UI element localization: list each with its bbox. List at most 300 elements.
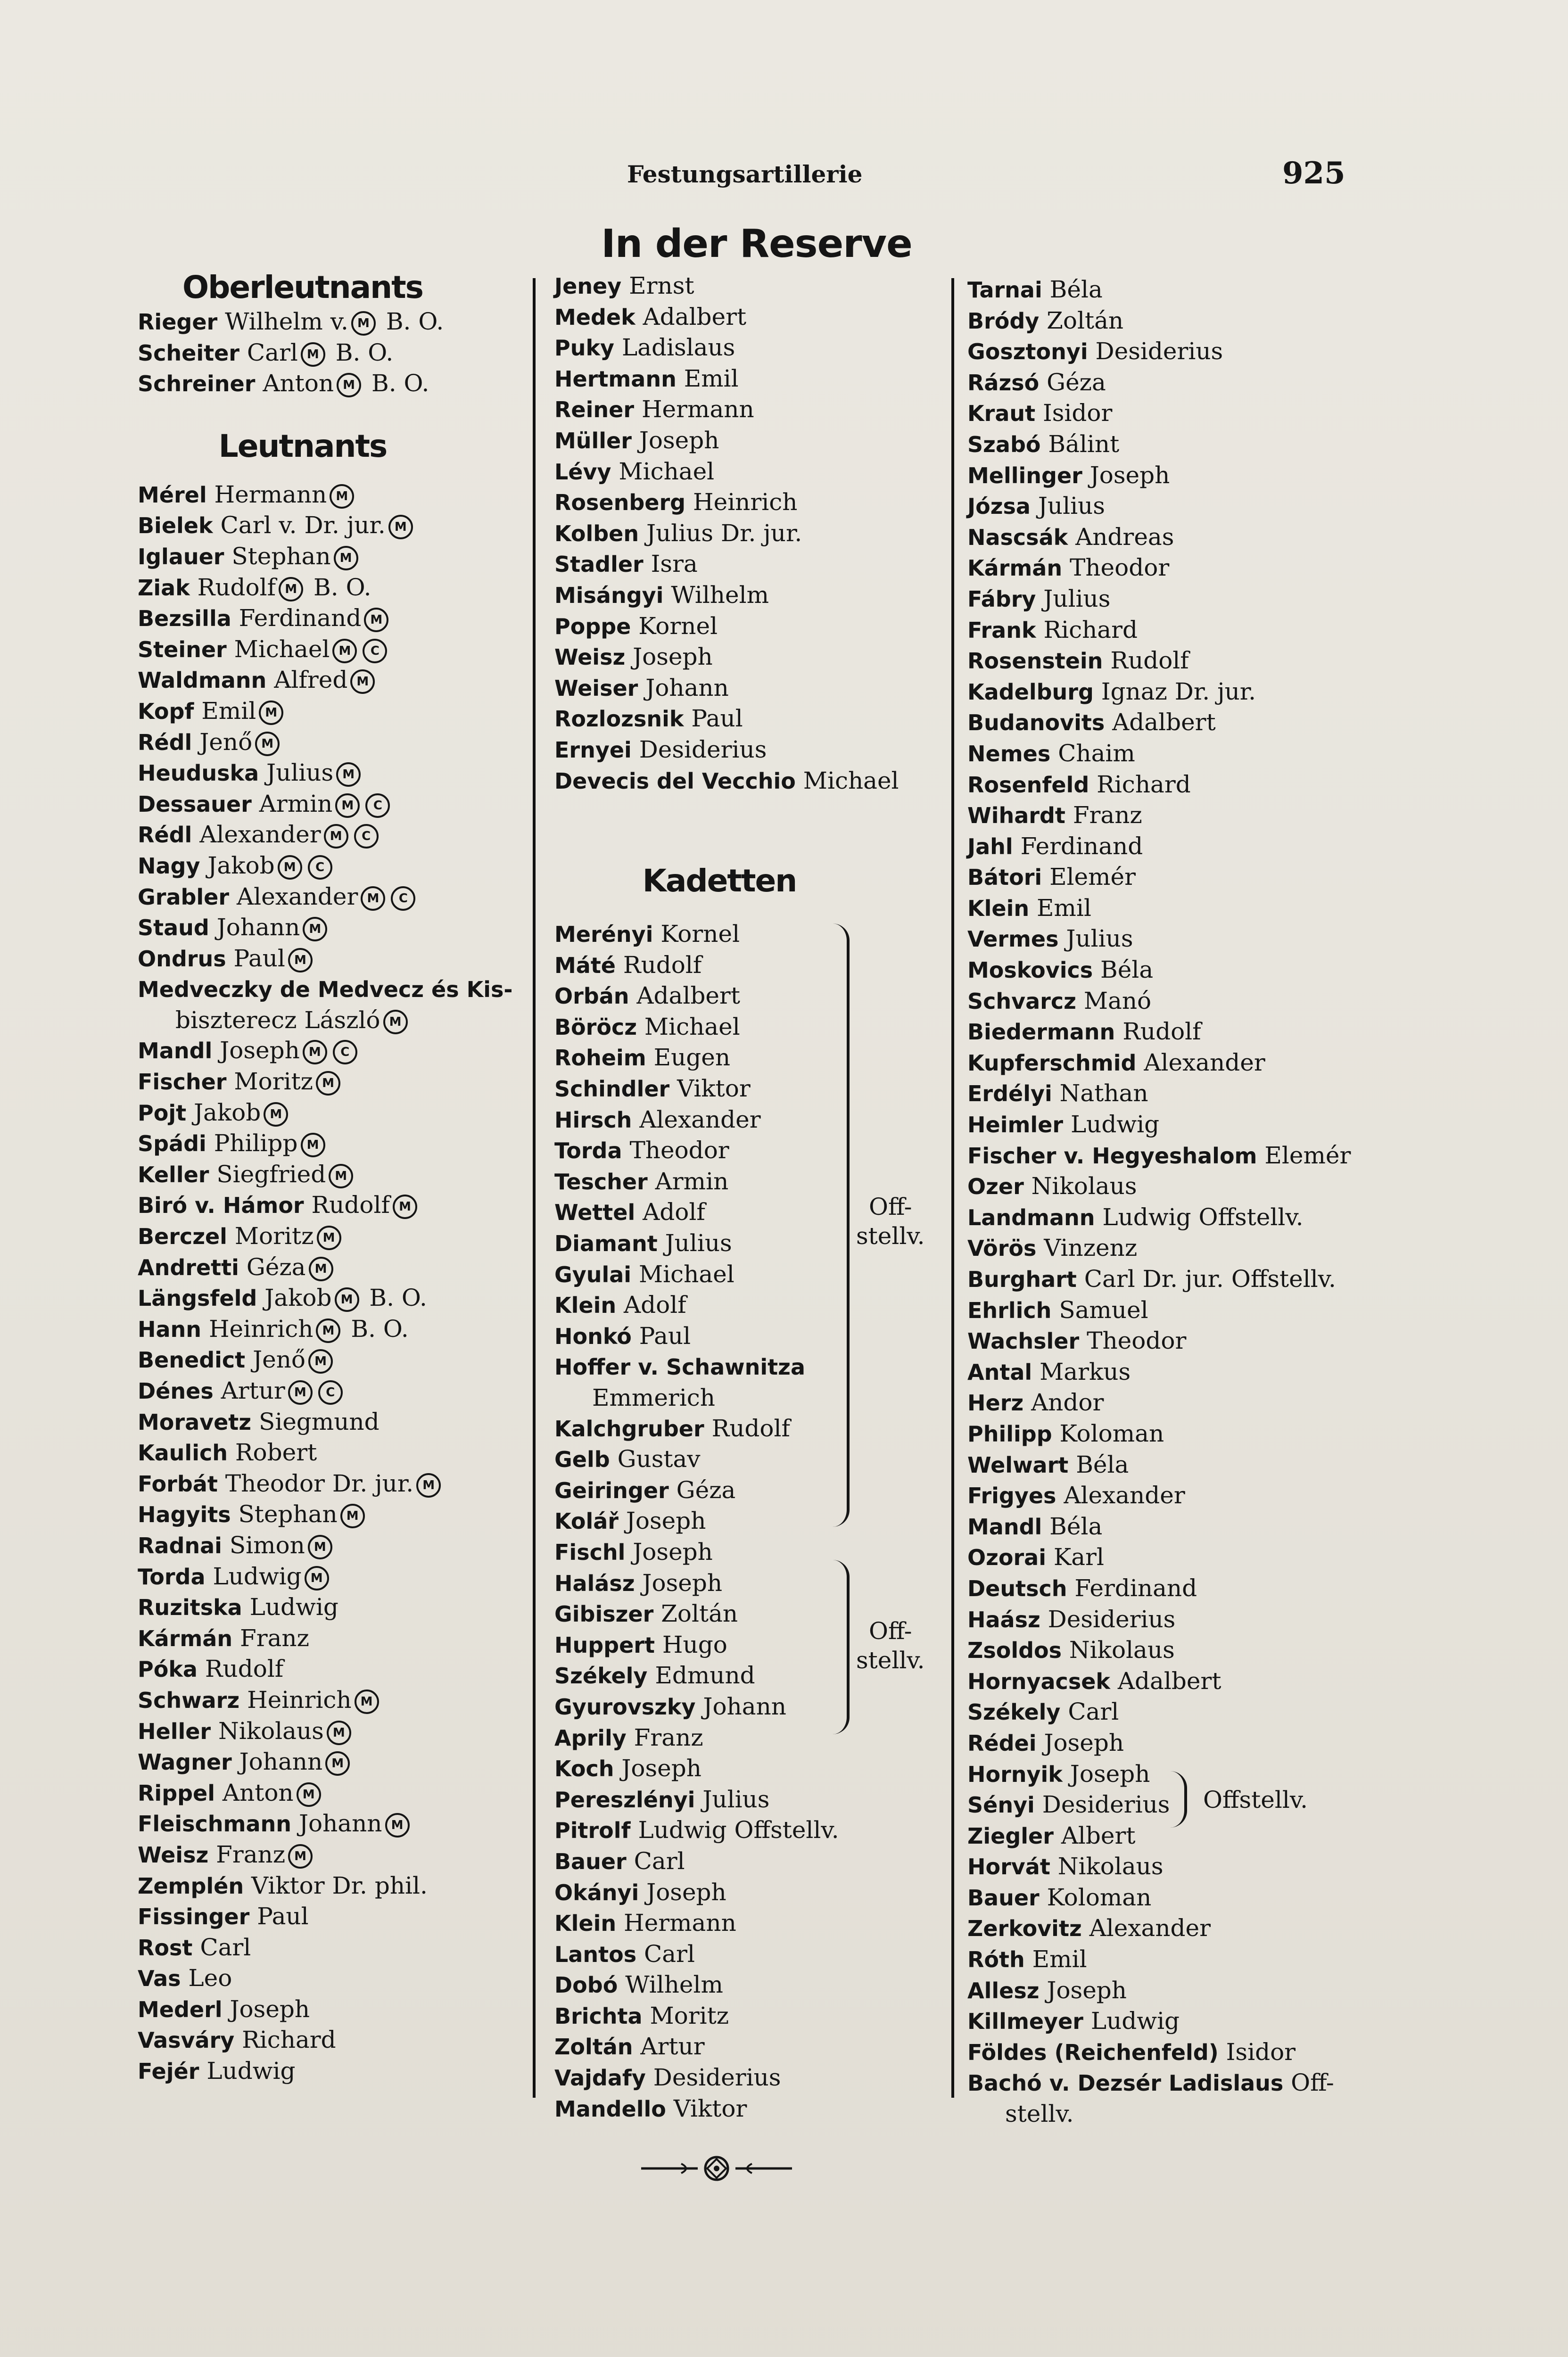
list-item	[554, 1815, 955, 1846]
surname: Grabler	[138, 884, 230, 910]
ornament-divider	[636, 2154, 797, 2183]
surname: Jeney	[554, 273, 622, 299]
list-item	[554, 1012, 955, 1043]
surname: Waldmann	[138, 668, 267, 693]
given-name: Ernst	[629, 272, 694, 299]
list-item	[967, 1264, 1373, 1295]
military-merit-medal-icon: M	[316, 1071, 340, 1096]
list-item	[138, 541, 538, 572]
list-item	[554, 363, 955, 395]
given-name: Ignaz Dr. jur.	[1101, 677, 1256, 705]
military-merit-medal-icon: M	[334, 546, 358, 570]
list-item	[967, 460, 1373, 491]
list-item	[138, 2056, 538, 2087]
given-name: Béla	[1100, 956, 1154, 984]
given-name: Joseph	[626, 1507, 706, 1535]
given-name: Béla	[1076, 1450, 1129, 1478]
given-name: Armin	[655, 1167, 729, 1195]
surname: Weisz	[138, 1842, 209, 1868]
military-merit-medal-icon: M	[301, 342, 325, 367]
given-name: Jenő	[199, 728, 253, 756]
surname: Rédl	[138, 822, 192, 848]
main-heading: In der Reserve	[601, 222, 912, 266]
list-item	[967, 1975, 1373, 2006]
brace-2-label: Off- stellv.	[856, 1617, 925, 1674]
surname: Moravetz	[138, 1409, 252, 1435]
military-merit-medal-icon: M	[361, 886, 385, 911]
list-item	[138, 1530, 538, 1561]
list-item	[138, 1221, 538, 1252]
given-name: Alexander	[1144, 1048, 1265, 1076]
given-name: Johann	[703, 1692, 786, 1720]
list-item	[138, 1685, 538, 1716]
list-item	[554, 611, 955, 642]
surname: Ondrus	[138, 946, 226, 972]
surname: Berczel	[138, 1224, 227, 1250]
surname: Dénes	[138, 1378, 214, 1404]
surname: Spádi	[138, 1131, 206, 1157]
surname: Puky	[554, 335, 615, 361]
list-item	[138, 974, 538, 1005]
list-item	[138, 1592, 538, 1623]
list-item	[967, 1913, 1373, 1944]
surname: Torda	[554, 1138, 622, 1164]
surname: Koch	[554, 1756, 614, 1782]
surname: Fissinger	[138, 1904, 250, 1930]
given-name: Emmerich	[592, 1384, 716, 1411]
list-item	[967, 893, 1373, 924]
list-item	[138, 1005, 538, 1036]
surname: Stadler	[554, 552, 644, 577]
given-name: Emil	[1037, 894, 1091, 922]
surname: Kármán	[138, 1625, 233, 1651]
list-item	[138, 850, 538, 882]
list-item	[138, 1344, 538, 1376]
given-name: Michael	[619, 457, 715, 485]
surname: Zerkovitz	[967, 1916, 1082, 1942]
surname: Gyulai	[554, 1261, 632, 1287]
list-item	[967, 305, 1373, 337]
given-name: Adolf	[624, 1291, 686, 1319]
rank-suffix: B. O.	[351, 1315, 409, 1343]
given-name: Joseph	[621, 1755, 701, 1782]
given-name: Joseph	[646, 1878, 726, 1906]
military-merit-medal-icon: M	[383, 1010, 408, 1034]
surname: Kalchgruber	[554, 1416, 704, 1442]
given-name: Rudolf	[1110, 647, 1189, 675]
surname: Welwart	[967, 1452, 1069, 1478]
list-item	[138, 1066, 538, 1097]
list-item	[554, 1383, 955, 1413]
list-item	[138, 479, 538, 511]
brace-2	[833, 1560, 850, 1734]
list-item	[967, 676, 1373, 708]
surname: Landmann	[967, 1204, 1095, 1230]
given-name: Alexander	[639, 1105, 761, 1133]
given-name: Rudolf	[197, 573, 276, 601]
surname: Antal	[967, 1359, 1032, 1385]
list-item	[138, 306, 538, 338]
surname: Zsoldos	[967, 1638, 1062, 1664]
rank-suffix: B. O.	[314, 573, 371, 601]
given-name: Michael	[644, 1013, 740, 1040]
section-title-kadetten: Kadetten	[642, 863, 797, 899]
surname: Pojt	[138, 1100, 187, 1126]
given-name: Isidor	[1043, 399, 1113, 427]
military-merit-medal-icon: M	[303, 1040, 327, 1064]
list-item	[967, 1882, 1373, 1913]
list-item	[138, 1314, 538, 1345]
surname: Wagner	[138, 1749, 232, 1775]
list-item	[967, 274, 1373, 305]
list-item	[967, 1728, 1373, 1759]
brace-1-label: Off- stellv.	[856, 1193, 925, 1250]
list-item	[967, 1480, 1373, 1511]
given-name: Viktor Dr. phil.	[251, 1871, 428, 1899]
surname: Merényi	[554, 922, 653, 948]
list-item	[138, 1252, 538, 1283]
military-merit-medal-icon: M	[259, 701, 283, 725]
military-merit-medal-icon: M	[393, 1195, 417, 1219]
surname: Gosztonyi	[967, 339, 1088, 365]
surname: Székely	[554, 1663, 648, 1689]
surname: Schindler	[554, 1076, 670, 1102]
column-1	[138, 269, 538, 2087]
given-name: stellv.	[1005, 2100, 1074, 2128]
list-item	[967, 1542, 1373, 1573]
surname: Längsfeld	[138, 1286, 257, 1311]
given-name: Artur	[640, 2033, 705, 2060]
given-name: Theodor	[1070, 554, 1170, 582]
list-item	[554, 734, 955, 766]
surname: Zoltán	[554, 2034, 633, 2060]
oberleutnants-list	[138, 306, 538, 399]
list-item	[138, 789, 538, 820]
list-item	[554, 1784, 955, 1815]
brace-3-label: Offstellv.	[1203, 1786, 1308, 1813]
list-item	[138, 1468, 538, 1500]
given-name: Armin	[259, 790, 333, 817]
given-name: Paul	[257, 1903, 309, 1930]
surname: Ziak	[138, 575, 190, 601]
list-item	[138, 882, 538, 913]
given-name: Edmund	[655, 1662, 755, 1689]
given-name: Alfred	[274, 666, 348, 694]
surname: Fejér	[138, 2059, 199, 2085]
surname: Burghart	[967, 1267, 1077, 1292]
military-merit-medal-icon: M	[288, 1844, 313, 1869]
list-item	[554, 1846, 955, 1877]
list-item	[554, 549, 955, 580]
given-name: Béla	[1049, 1512, 1103, 1540]
given-name: Julius	[702, 1785, 770, 1813]
list-item	[138, 368, 538, 399]
given-name: Carl	[200, 1933, 251, 1961]
military-merit-medal-icon: M	[308, 1535, 332, 1559]
surname: Radnai	[138, 1533, 222, 1558]
given-name: Samuel	[1059, 1296, 1148, 1324]
given-name: Gustav	[617, 1445, 701, 1473]
list-item	[967, 1573, 1373, 1604]
list-item	[138, 1747, 538, 1778]
given-name: Paul	[639, 1322, 691, 1350]
list-item	[138, 1778, 538, 1809]
surname: Ozer	[967, 1174, 1024, 1200]
page-number: 925	[1282, 156, 1345, 191]
list-item	[967, 367, 1373, 398]
given-name: Carl	[247, 338, 298, 366]
list-item	[138, 1871, 538, 1902]
surname: Huppert	[554, 1632, 655, 1658]
given-name: Moritz	[650, 2002, 729, 2029]
column-3-group	[967, 274, 1373, 2129]
surname: Székely	[967, 1699, 1061, 1725]
given-name: Franz	[634, 1723, 703, 1751]
list-item	[138, 2025, 538, 2056]
list-item	[138, 1437, 538, 1468]
surname: Klein	[554, 1911, 617, 1937]
surname: Geiringer	[554, 1477, 669, 1503]
given-name: Viktor	[673, 2094, 747, 2122]
surname: Torda	[138, 1564, 206, 1590]
given-name: Joseph	[230, 1995, 310, 2023]
given-name: Carl Dr. jur. Offstellv.	[1084, 1265, 1336, 1293]
surname: Bródy	[967, 308, 1040, 334]
military-merit-medal-icon: M	[278, 855, 302, 880]
surname: Nagy	[138, 853, 200, 879]
given-name: Ludwig	[1070, 1111, 1160, 1138]
given-name: Joseph	[639, 426, 719, 454]
given-name: Kornel	[660, 920, 740, 948]
surname: Fischer v. Hegyeshalom	[967, 1143, 1257, 1169]
surname: Rédl	[138, 729, 192, 755]
surname: Roheim	[554, 1045, 646, 1071]
surname: Weiser	[554, 675, 638, 701]
list-item	[967, 1635, 1373, 1666]
list-item	[138, 1994, 538, 2025]
given-name: Michael	[803, 766, 899, 794]
given-name: Joseph	[1070, 1760, 1150, 1788]
surname: Hornyik	[967, 1761, 1063, 1787]
list-item	[554, 950, 955, 981]
surname: Gelb	[554, 1447, 610, 1473]
list-item	[554, 766, 955, 797]
given-name: Ferdinand	[1074, 1574, 1197, 1602]
list-item	[554, 332, 955, 363]
list-item	[138, 665, 538, 696]
given-name: Bálint	[1048, 430, 1120, 458]
list-item	[138, 943, 538, 974]
surname: Ehrlich	[967, 1297, 1052, 1323]
list-item	[138, 603, 538, 634]
list-item	[138, 1128, 538, 1159]
list-item	[967, 1047, 1373, 1079]
list-item	[138, 338, 538, 369]
rank-suffix: B. O.	[335, 338, 394, 366]
given-name: Adalbert	[1117, 1667, 1221, 1695]
given-name: Richard	[1097, 770, 1191, 798]
given-name: Heinrich	[247, 1686, 352, 1714]
military-merit-medal-icon: M	[316, 1319, 340, 1343]
given-name: Zoltán	[1047, 306, 1124, 334]
surname: Hornyacsek	[967, 1668, 1110, 1694]
given-name: Alexander	[1064, 1482, 1185, 1509]
surname: Herz	[967, 1390, 1024, 1416]
given-name: Koloman	[1059, 1419, 1164, 1447]
list-item	[967, 1016, 1373, 1047]
surname: Schwarz	[138, 1687, 240, 1713]
list-item	[967, 645, 1373, 676]
list-item	[554, 1073, 955, 1104]
given-name: Nathan	[1059, 1080, 1148, 1107]
list-item	[967, 1944, 1373, 1975]
surname: Brichta	[554, 2003, 643, 2029]
given-name: Hugo	[662, 1631, 727, 1658]
surname: Kupferschmid	[967, 1050, 1137, 1076]
surname: Mederl	[138, 1996, 223, 2022]
given-name: Robert	[235, 1439, 317, 1467]
given-name: Joseph	[633, 643, 713, 671]
given-name: Jakob	[193, 1098, 261, 1126]
cross-medal-icon: C	[308, 855, 332, 880]
given-name: Anton	[222, 1779, 294, 1806]
surname: Deutsch	[967, 1575, 1067, 1601]
list-item	[554, 1877, 955, 1908]
surname: Bauer	[554, 1848, 627, 1874]
surname: Pereszlényi	[554, 1787, 695, 1813]
surname: Nascsák	[967, 524, 1068, 550]
list-item	[138, 1190, 538, 1221]
list-item	[138, 1932, 538, 1963]
surname: Andretti	[138, 1254, 239, 1280]
surname: Bátori	[967, 865, 1042, 890]
given-name: Géza	[1047, 368, 1106, 396]
list-item	[138, 1097, 538, 1129]
list-item	[967, 2006, 1373, 2037]
given-name: Off-	[1291, 2069, 1334, 2097]
given-name: Karl	[1053, 1543, 1104, 1571]
list-item	[138, 912, 538, 943]
list-item	[554, 1042, 955, 1073]
military-merit-medal-icon: M	[255, 732, 280, 756]
given-name: Carl v. Dr. jur.	[220, 511, 386, 539]
surname: Devecis del Vecchio	[554, 768, 796, 794]
surname: Vajdafy	[554, 2065, 646, 2091]
given-name: Heinrich	[208, 1315, 314, 1343]
surname: Tescher	[554, 1169, 648, 1195]
surname: Horvát	[967, 1854, 1050, 1880]
list-item	[967, 1357, 1373, 1388]
surname: Dobó	[554, 1972, 618, 1998]
given-name: Julius	[1043, 585, 1111, 612]
list-item	[967, 738, 1373, 769]
military-merit-medal-icon: M	[364, 608, 388, 632]
list-item	[967, 2099, 1373, 2129]
list-item	[967, 955, 1373, 986]
list-item	[554, 642, 955, 673]
surname: Rieger	[138, 309, 218, 335]
list-item	[967, 862, 1373, 893]
leutnants-list	[138, 479, 538, 2087]
given-name: Franz	[240, 1624, 309, 1652]
list-item	[554, 1970, 955, 2001]
military-merit-medal-icon: M	[350, 669, 375, 694]
surname: Vörös	[967, 1236, 1037, 1261]
surname: Lévy	[554, 459, 611, 485]
surname: Ernyei	[554, 737, 632, 763]
cross-medal-icon: C	[333, 1040, 357, 1064]
given-name: Manó	[1083, 987, 1152, 1014]
surname: Mérel	[138, 482, 207, 508]
column-3	[967, 274, 1373, 2129]
list-item	[967, 1109, 1373, 1140]
surname: Biró v. Hámor	[138, 1193, 304, 1219]
list-item	[138, 1623, 538, 1654]
list-item	[138, 1654, 538, 1685]
given-name: Béla	[1049, 276, 1103, 303]
surname: Schvarcz	[967, 988, 1076, 1014]
given-name: Elemér	[1264, 1141, 1351, 1169]
surname: Lantos	[554, 1941, 637, 1967]
military-merit-medal-icon: M	[388, 515, 413, 539]
given-name: Carl	[644, 1940, 695, 1968]
given-name: Paul	[691, 705, 743, 733]
given-name: Andor	[1031, 1389, 1104, 1417]
given-name: Richard	[1043, 616, 1138, 643]
surname: Medek	[554, 304, 635, 330]
list-item	[967, 584, 1373, 615]
given-name: Joseph	[1044, 1729, 1124, 1756]
surname: Gibiszer	[554, 1601, 654, 1627]
given-name: Heinrich	[693, 488, 798, 516]
given-name: Vinzenz	[1044, 1234, 1138, 1262]
cross-medal-icon: C	[365, 793, 390, 818]
given-name: Kornel	[638, 612, 718, 640]
given-name: Alexander	[199, 821, 321, 849]
list-item	[967, 769, 1373, 800]
given-name: Markus	[1040, 1358, 1131, 1385]
list-item	[138, 1499, 538, 1530]
list-item	[554, 2062, 955, 2093]
given-name: Hermann	[214, 480, 327, 508]
list-item	[138, 634, 538, 665]
surname: Müller	[554, 428, 632, 453]
surname: Iglauer	[138, 544, 224, 569]
list-item	[967, 522, 1373, 553]
surname: Hagyits	[138, 1502, 231, 1528]
given-name: Ludwig	[249, 1593, 338, 1621]
given-name: Desiderius	[1095, 338, 1223, 365]
surname: Klein	[554, 1293, 617, 1319]
given-name: Ladislaus	[621, 334, 735, 362]
given-name: Desiderius	[639, 735, 767, 763]
surname: Rosenberg	[554, 490, 686, 516]
surname: Rosenstein	[967, 648, 1103, 674]
given-name: Nikolaus	[1057, 1853, 1164, 1880]
list-item	[967, 336, 1373, 367]
given-name: Johann	[216, 914, 300, 941]
surname: Poppe	[554, 613, 631, 639]
military-merit-medal-icon: M	[335, 793, 360, 818]
list-item	[138, 1561, 538, 1592]
surname: Schreiner	[138, 371, 256, 397]
surname: Orbán	[554, 983, 629, 1009]
list-item	[554, 2093, 955, 2125]
list-item	[554, 1537, 955, 1568]
given-name: Koloman	[1047, 1883, 1152, 1911]
list-item	[967, 398, 1373, 429]
brace-3	[1170, 1771, 1187, 1828]
